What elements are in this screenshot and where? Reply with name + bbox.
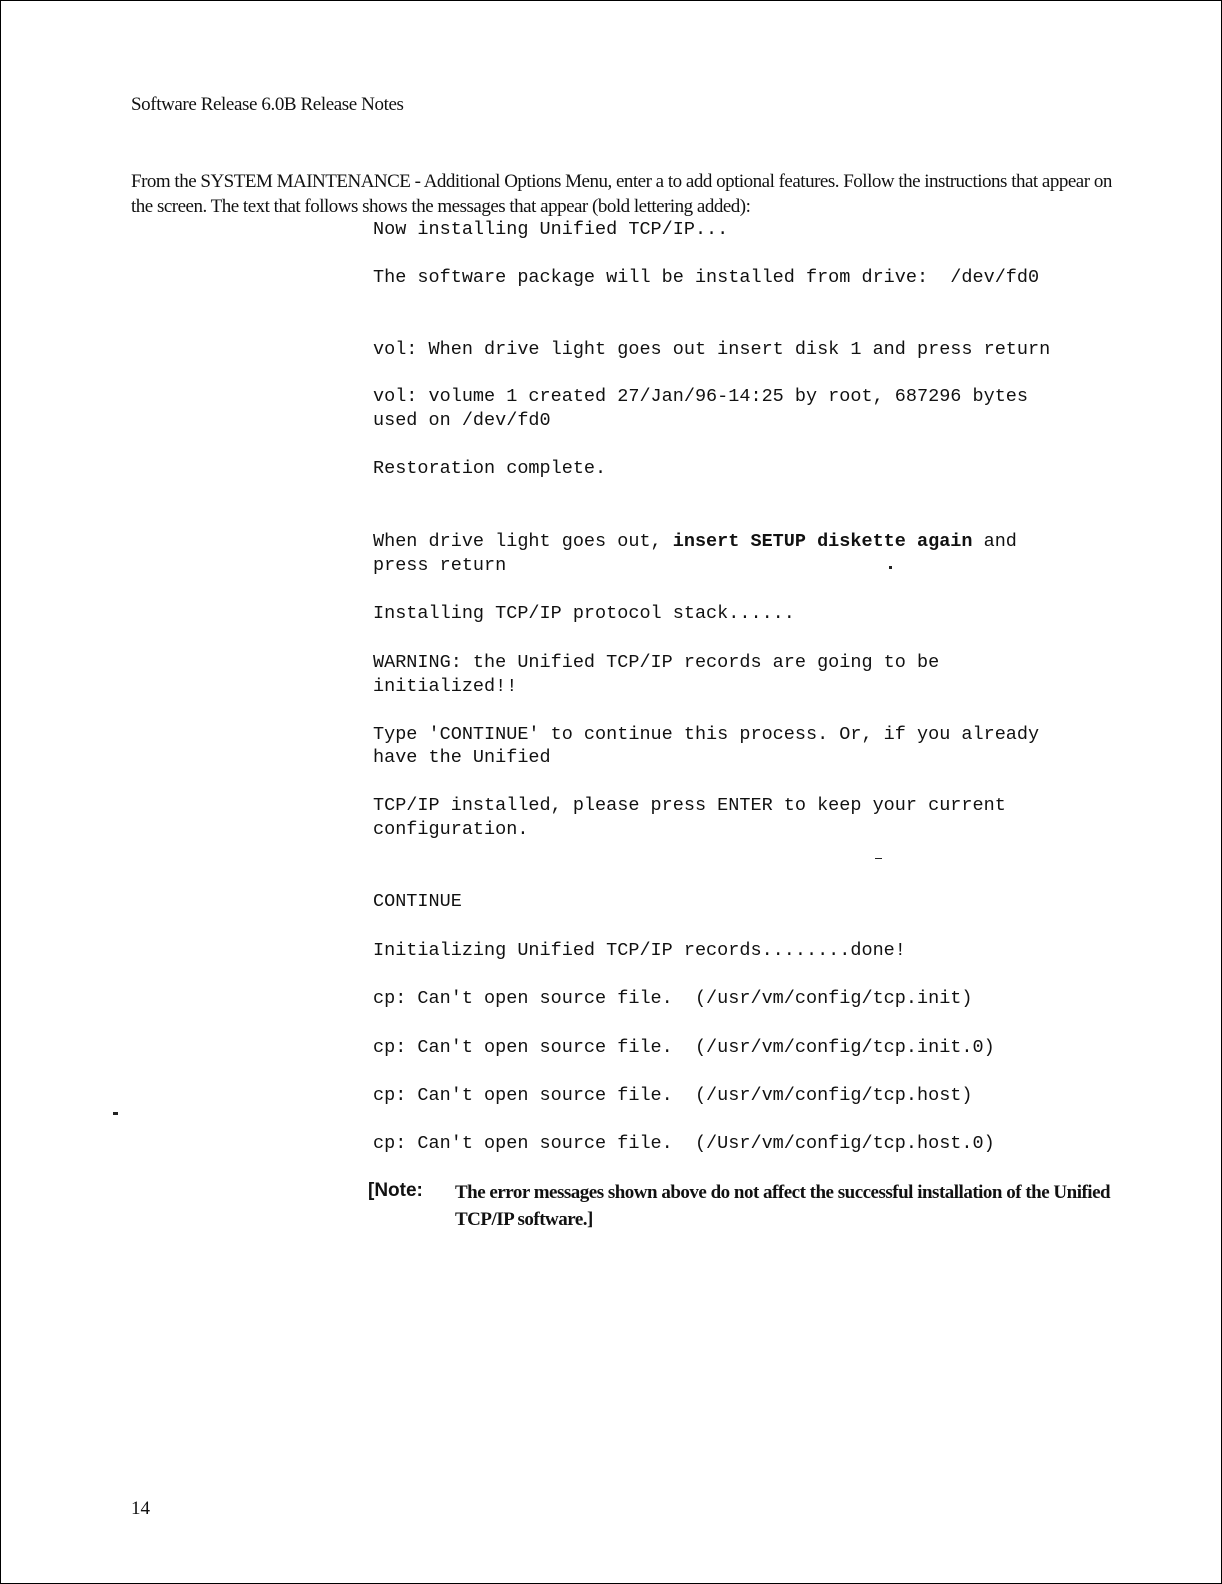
note-label: [Note: — [368, 1180, 423, 1201]
console-line: cp: Can't open source file. (/Usr/vm/config/tcp.host.0) — [373, 1133, 995, 1154]
bold-emphasis: insert SETUP diskette again — [672, 531, 973, 552]
console-line: used on /dev/fd0 — [373, 410, 551, 431]
console-line: Restoration complete. — [373, 458, 607, 479]
console-line: Initializing Unified TCP/IP records........done! — [373, 940, 906, 961]
console-line: WARNING: the Unified TCP/IP records are going to be — [373, 652, 940, 673]
console-text: When drive light goes out, — [373, 531, 673, 552]
console-line: cp: Can't open source file. (/usr/vm/config/tcp.host) — [373, 1085, 973, 1106]
page-number: 14 — [131, 1498, 150, 1519]
console-line: initialized!! — [373, 676, 518, 697]
console-line: TCP/IP installed, please press ENTER to keep your current — [373, 795, 1006, 816]
console-line: vol: When drive light goes out insert disk 1 and press return — [373, 339, 1051, 360]
console-line: press return — [373, 555, 507, 576]
console-line-bold — [373, 530, 1017, 554]
intro-paragraph: From the SYSTEM MAINTENANCE - Additional Options Menu, enter a to add optional features. Follow the instructions that appear on the screen. The text that follows shows the messages that appear (bold lettering added): — [131, 171, 1112, 217]
console-line: The software package will be installed from drive: /dev/fd0 — [373, 267, 1040, 288]
console-line: Now installing Unified TCP/IP... — [373, 219, 729, 240]
console-line: cp: Can't open source file. (/usr/vm/config/tcp.init) — [373, 988, 973, 1009]
console-line: configuration. — [373, 819, 529, 840]
console-text: and — [972, 531, 1017, 552]
console-line: Installing TCP/IP protocol stack...... — [373, 603, 795, 624]
console-line: Type 'CONTINUE' to continue this process. Or, if you already — [373, 724, 1040, 745]
scan-speck — [875, 858, 882, 859]
scan-speck — [113, 1112, 118, 1115]
console-line: have the Unified — [373, 747, 551, 768]
scan-speck — [889, 566, 892, 569]
console-line: CONTINUE — [373, 891, 462, 912]
note-text: The error messages shown above do not affect the successful installation of the Unified TCP/IP software.] — [455, 1182, 1111, 1230]
console-line: cp: Can't open source file. (/usr/vm/config/tcp.init.0) — [373, 1037, 995, 1058]
page-header: Software Release 6.0B Release Notes — [131, 94, 404, 115]
console-line: vol: volume 1 created 27/Jan/96-14:25 by root, 687296 bytes — [373, 386, 1029, 407]
